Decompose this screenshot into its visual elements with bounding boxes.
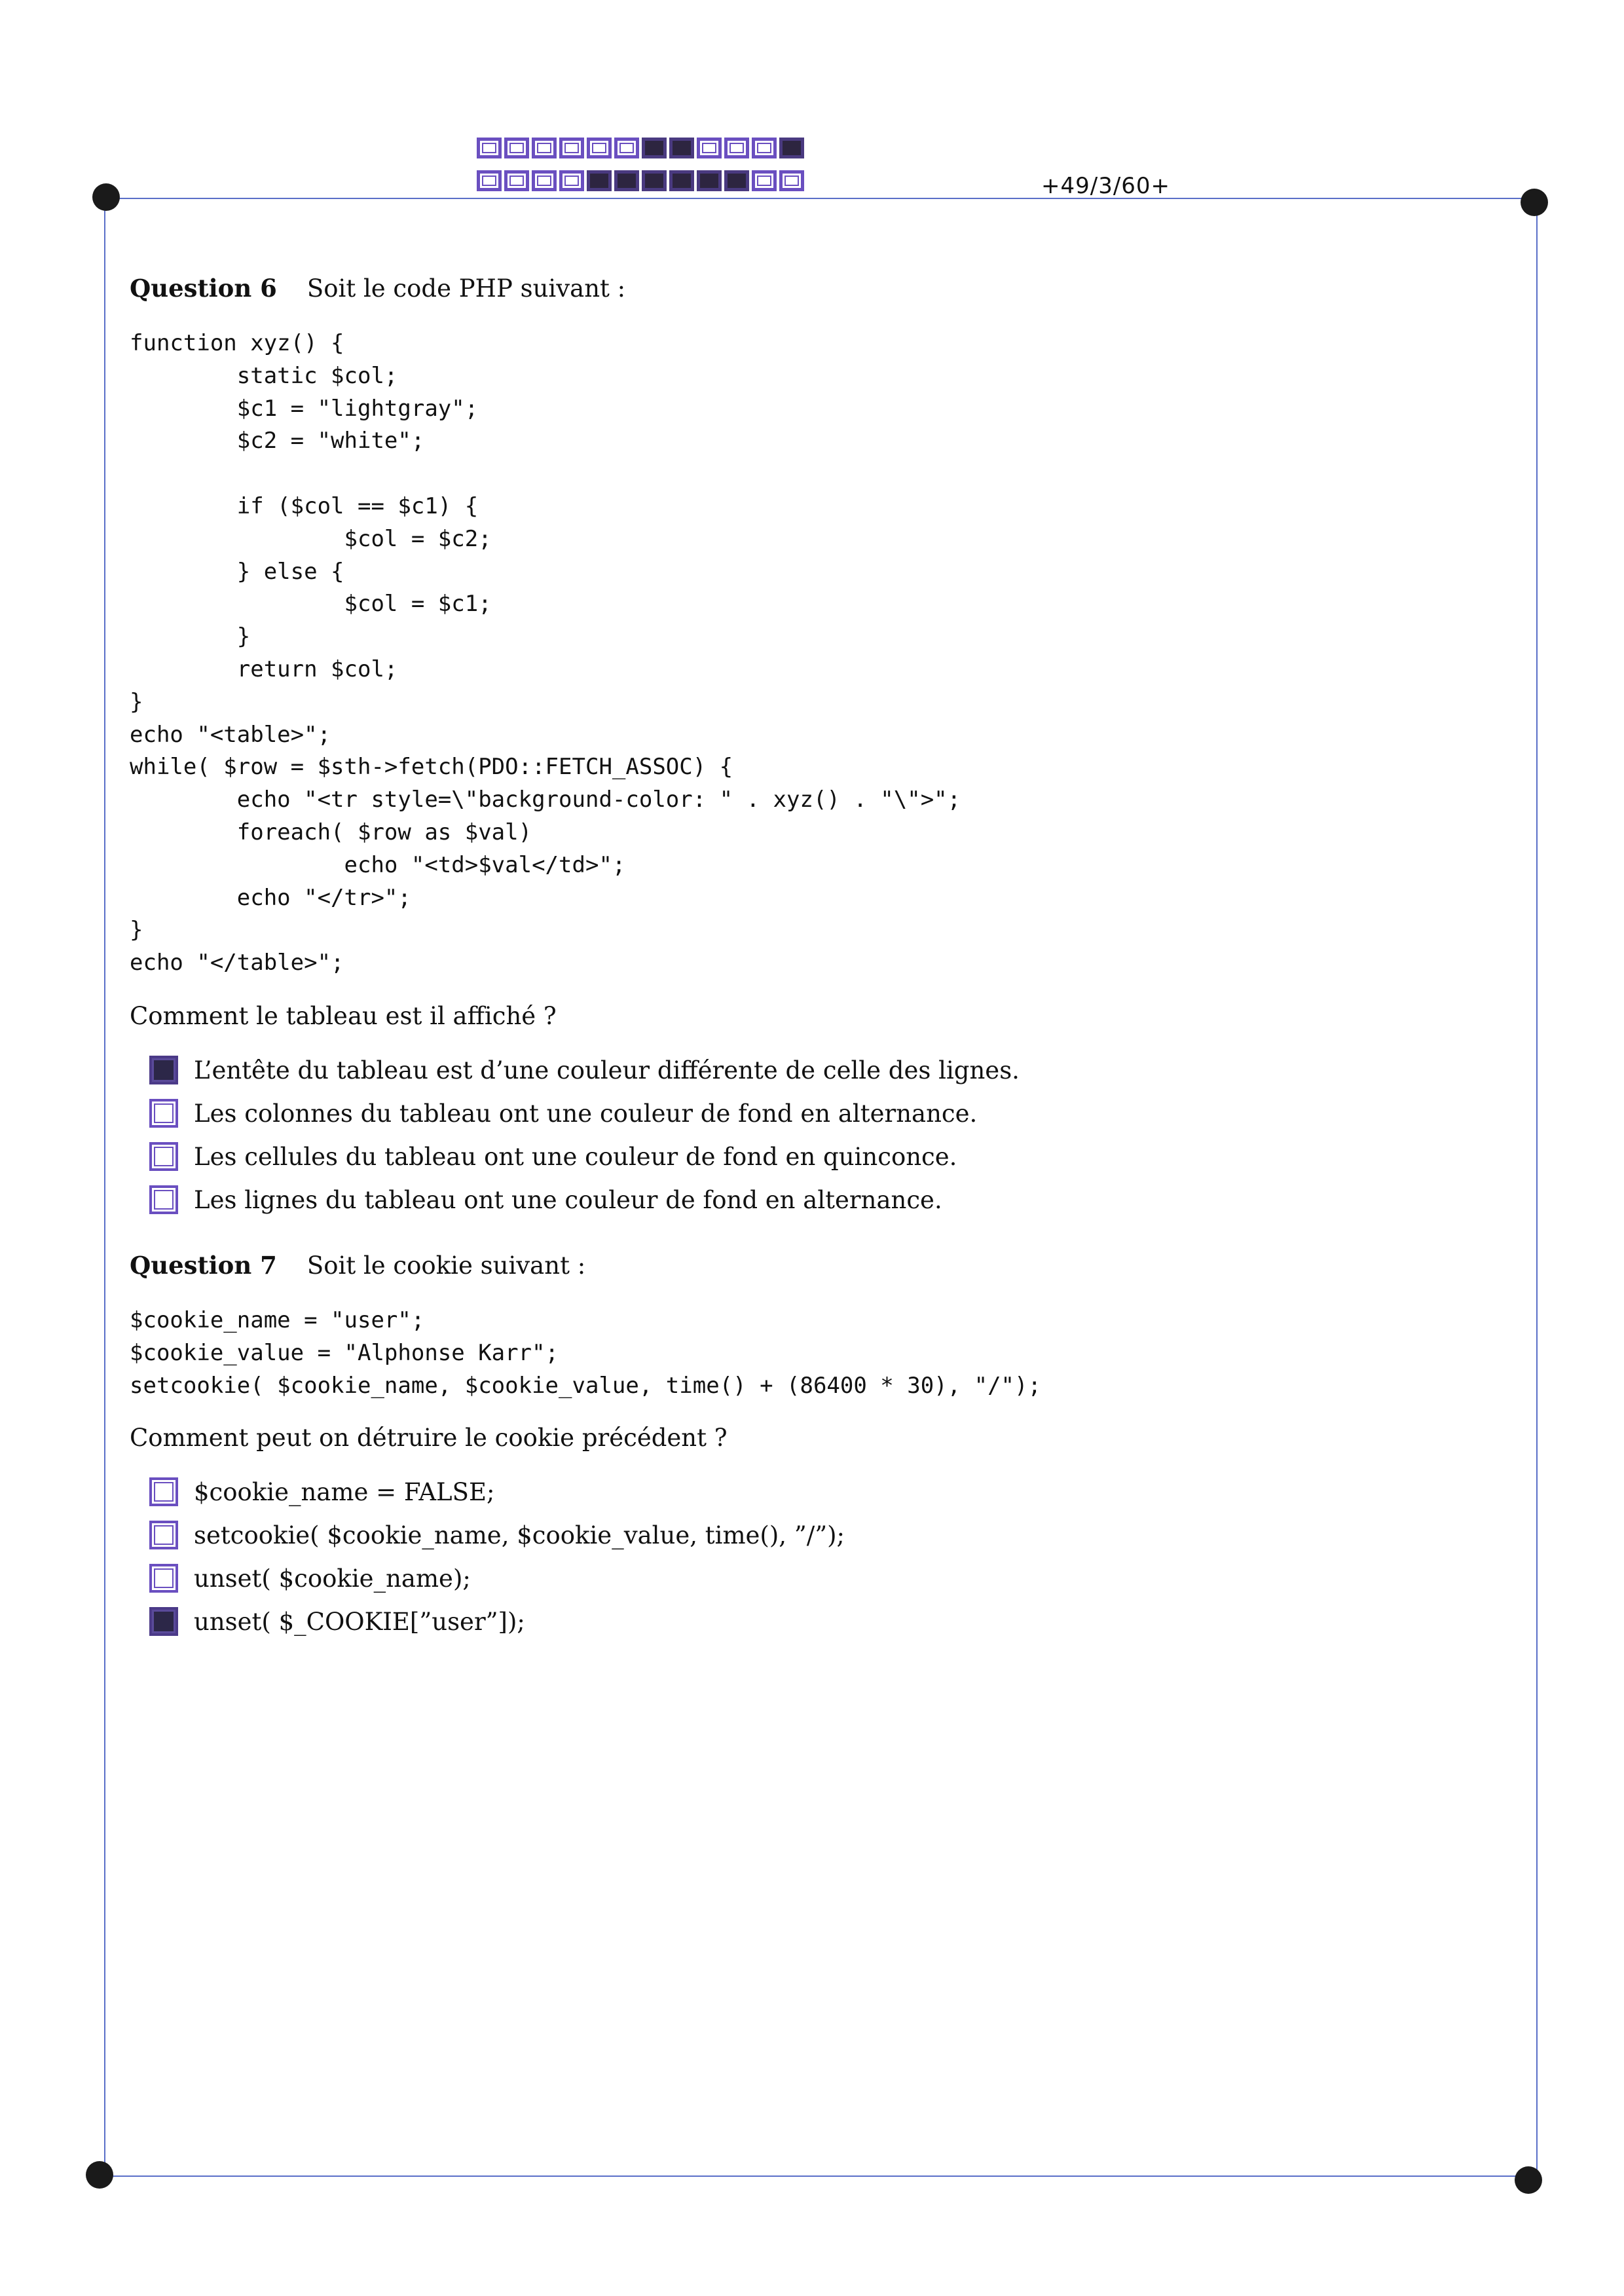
question-7-option[interactable] <box>149 1564 471 1593</box>
question-7-option-4-label: unset( $_COOKIE[”user”]); <box>194 1607 525 1636</box>
question-6-option-1-checkbox[interactable] <box>149 1056 178 1084</box>
question-7-header <box>130 1251 585 1280</box>
question-7-option-1-label: $cookie_name = FALSE; <box>194 1477 495 1506</box>
question-6-option[interactable] <box>149 1142 957 1171</box>
question-7-intro: Soit le cookie suivant : <box>306 1251 586 1280</box>
question-7-option[interactable] <box>149 1607 525 1636</box>
id-code-row-2 <box>477 170 807 191</box>
question-7-option-1-checkbox[interactable] <box>149 1477 178 1506</box>
frame-top-line <box>105 198 1538 199</box>
id-code-cell <box>724 170 749 191</box>
question-7-option-3-label: unset( $cookie_name); <box>194 1564 471 1593</box>
question-7-number: Question 7 <box>130 1251 277 1280</box>
question-7-option-4-checkbox[interactable] <box>149 1607 178 1636</box>
id-code-cell <box>669 170 694 191</box>
question-7-option[interactable] <box>149 1477 494 1506</box>
question-6-option[interactable] <box>149 1099 977 1128</box>
id-code-cell <box>559 170 584 191</box>
question-6-option[interactable] <box>149 1185 942 1214</box>
question-6-intro: Soit le code PHP suivant : <box>306 274 626 303</box>
id-code-cell <box>532 170 557 191</box>
question-7-option-2-checkbox[interactable] <box>149 1521 178 1549</box>
question-6-option-3-checkbox[interactable] <box>149 1142 178 1171</box>
question-6-option-2-label: Les colonnes du tableau ont une couleur de fond en alternance. <box>194 1099 978 1128</box>
frame-bottom-line <box>100 2176 1532 2177</box>
question-6-option-4-label: Les lignes du tableau ont une couleur de fond en alternance. <box>194 1185 942 1214</box>
id-code-cell <box>587 170 612 191</box>
id-code-cell <box>642 170 667 191</box>
question-6-option-4-checkbox[interactable] <box>149 1185 178 1214</box>
id-code-cell <box>532 138 557 158</box>
frame-right-line <box>1536 203 1538 2176</box>
id-code-cell <box>504 138 529 158</box>
id-code-cell <box>559 138 584 158</box>
question-6-option[interactable] <box>149 1056 1020 1084</box>
corner-marker-bottom-right <box>1515 2166 1542 2194</box>
id-code-cell <box>779 138 804 158</box>
id-code-cell <box>477 170 502 191</box>
id-code-cell <box>642 138 667 158</box>
id-code-cell <box>697 138 722 158</box>
corner-marker-top-left <box>92 183 120 211</box>
question-7-option[interactable] <box>149 1521 845 1549</box>
id-code-cell <box>752 138 777 158</box>
question-7-option-3-checkbox[interactable] <box>149 1564 178 1593</box>
id-code-cell <box>504 170 529 191</box>
id-code-cell <box>724 138 749 158</box>
question-7-code: $cookie_name = "user"; $cookie_value = "Alphonse Karr"; setcookie( $cookie_name, $cookie_value, time() + (86400 * 30), "/"); <box>130 1307 1041 1399</box>
id-code-cell <box>614 170 639 191</box>
id-code-cell <box>697 170 722 191</box>
corner-marker-bottom-left <box>86 2161 113 2189</box>
question-6-option-2-checkbox[interactable] <box>149 1099 178 1128</box>
question-7-prompt: Comment peut on détruire le cookie précédent ? <box>130 1424 728 1452</box>
id-code-cell <box>614 138 639 158</box>
question-6-option-3-label: Les cellules du tableau ont une couleur de fond en quinconce. <box>194 1142 957 1171</box>
question-6-code: function xyz() { static $col; $c1 = "lightgray"; $c2 = "white"; if ($col == $c1) { $col = $c2; } else { $col = $c1; } return $col; } echo "<table>"; while( $row = $sth->fetch(PDO::FETCH_ASSOC) { echo "<tr style=\"background-color: " . xyz() . "\">"; foreach( $row as $val) echo "<td>$val</td>"; echo "</tr>"; } echo "</table>"; <box>130 330 961 976</box>
id-code-cell <box>477 138 502 158</box>
question-7-option-2-label: setcookie( $cookie_name, $cookie_value, time(), ”/”); <box>194 1521 845 1549</box>
frame-left-line <box>104 198 105 2176</box>
id-code-cell <box>779 170 804 191</box>
page-id: +49/3/60+ <box>1041 173 1171 199</box>
id-code-cell <box>752 170 777 191</box>
corner-marker-top-right <box>1521 189 1548 216</box>
id-code-cell <box>587 138 612 158</box>
id-code-cell <box>669 138 694 158</box>
question-6-number: Question 6 <box>130 274 277 303</box>
id-code-row-1 <box>477 138 807 158</box>
question-6-option-1-label: L’entête du tableau est d’une couleur différente de celle des lignes. <box>194 1056 1020 1084</box>
question-6-header <box>130 274 625 303</box>
question-6-prompt: Comment le tableau est il affiché ? <box>130 1002 557 1030</box>
